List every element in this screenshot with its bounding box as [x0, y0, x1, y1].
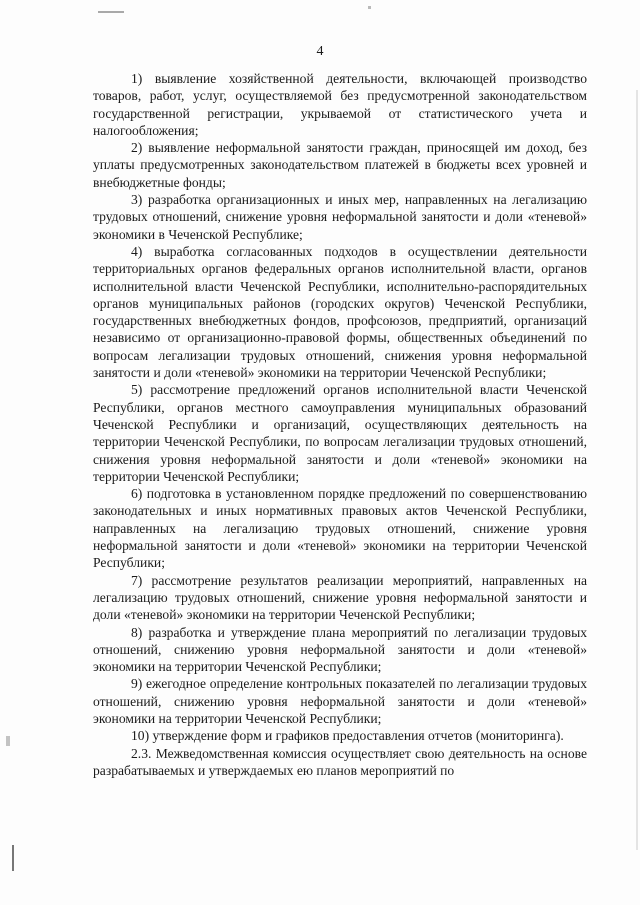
paragraph: 2.3. Межведомственная комиссия осуществляет свою деятельность на основе разрабатываемых и утверждаемых ею планов мероприятий по — [93, 745, 587, 778]
scan-artifact — [368, 6, 371, 9]
scan-edge-shadow — [636, 90, 638, 850]
scan-artifact — [12, 845, 14, 871]
paragraph: 6) подготовка в установленном порядке предложений по совершенствованию законодательных и иных нормативных правовых актов Чеченской Республики, направленных на легализацию трудовых отношений, снижение уровня неформальной занятости и доли «теневой» экономики на территории Чеченской Республики; — [93, 486, 587, 571]
paragraph: 9) ежегодное определение контрольных показателей по легализации трудовых отношений, снижению уровня неформальной занятости и доли «теневой» экономики на территории Чеченской Республики; — [93, 676, 587, 726]
page-number: 4 — [316, 44, 324, 59]
paragraph: 10) утверждение форм и графиков предоставления отчетов (мониторинга). — [131, 728, 564, 744]
paragraph: 8) разработка и утверждение плана мероприятий по легализации трудовых отношений, снижению уровня неформальной занятости и доли «теневой» экономики на территории Чеченской Республики; — [93, 624, 587, 675]
paragraph: 4) выработка согласованных подходов в осуществлении деятельности территориальных органов федеральных органов исполнительной власти, органов исполнительной власти Чеченской Республики, исполнительно-распорядительных органов муниципальных районов (городских округов) Чеченской Республики, государственных внебюджетных фондов, профсоюзов, предприятий, организаций независимо от организационно-правовой формы, общественных объединений по вопросам легализации трудовых отношений, снижения уровня неформальной занятости и доли «теневой» экономики на территории Чеченской Республики; — [93, 243, 587, 381]
scan-artifact — [6, 736, 10, 746]
paragraph: 1) выявление хозяйственной деятельности, включающей производство товаров, работ, услуг, осуществляемой без предусмотренной законодательством государственной регистрации, укрываемой от статистического учета и налогообложения; — [93, 71, 587, 138]
paragraph: 5) рассмотрение предложений органов исполнительной власти Чеченской Республики, органов местного самоуправления муниципальных образований Чеченской Республики и организаций, осуществляющих деятельность на территории Чеченской Республики, по вопросам легализации трудовых отношений, снижения уровня неформальной занятости и доли «теневой» экономики на территории Чеченской Республики; — [93, 382, 587, 484]
paragraph: 7) рассмотрение результатов реализации мероприятий, направленных на легализацию трудовых отношений, снижение уровня неформальной занятости и доли «теневой» экономики на территории Чеченской Республики; — [93, 572, 587, 623]
document-body — [93, 70, 587, 779]
paragraph: 2) выявление неформальной занятости граждан, приносящей им доход, без уплаты предусмотренных законодательством платежей в бюджеты всех уровней и внебюджетные фонды; — [93, 140, 587, 190]
scan-artifact — [98, 11, 124, 13]
paragraph: 3) разработка организационных и иных мер, направленных на легализацию трудовых отношений, снижение уровня неформальной занятости и доли «теневой» экономики в Чеченской Республике; — [93, 192, 587, 242]
